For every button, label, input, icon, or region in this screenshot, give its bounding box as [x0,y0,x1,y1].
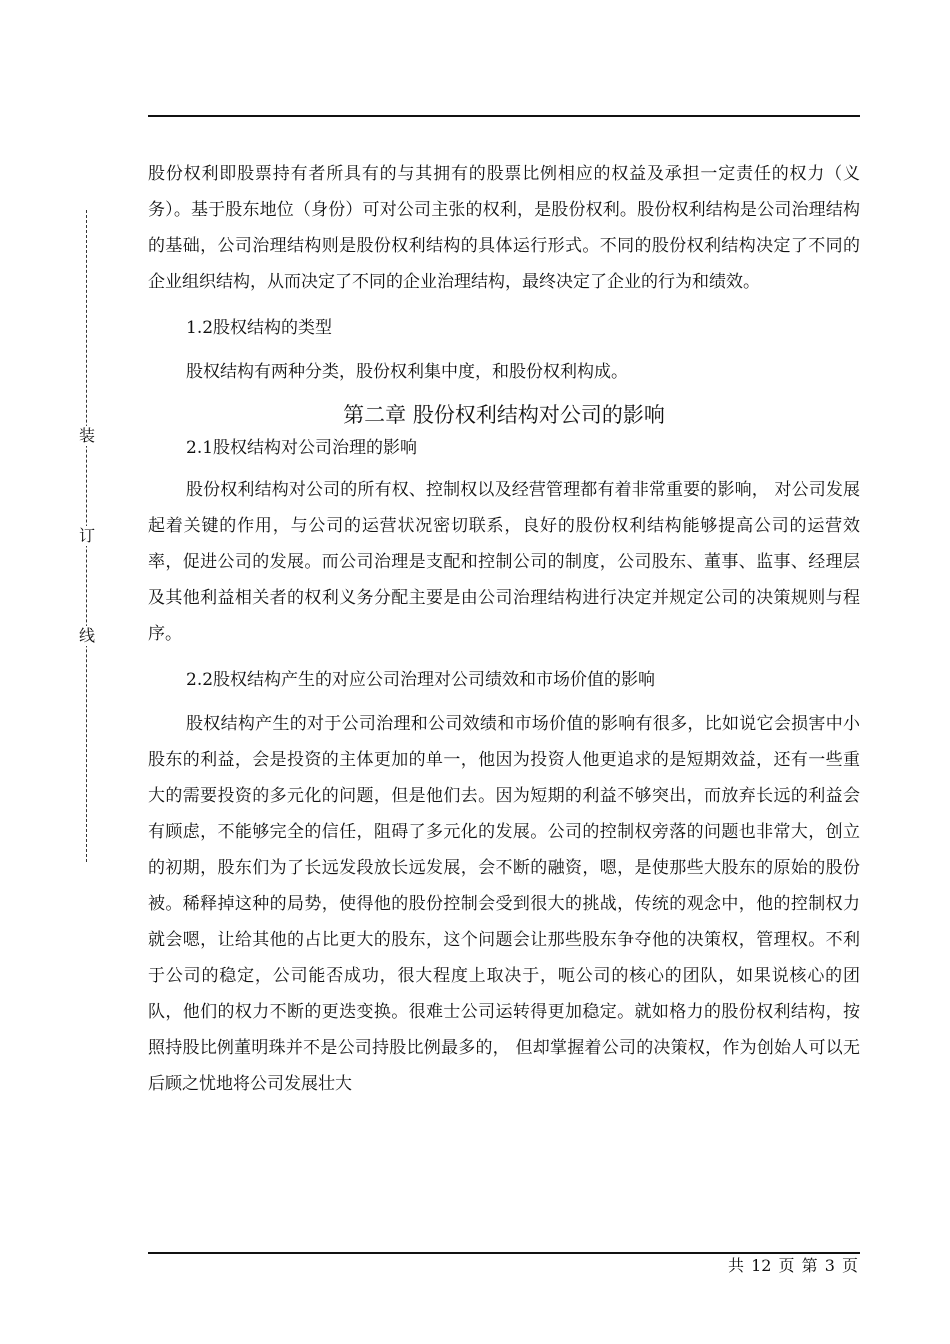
binding-char-ding: 订 [78,526,95,545]
document-body [148,156,860,1102]
section-heading-1-2: 1.2股权结构的类型 [186,318,333,338]
paragraph-2: 股权结构有两种分类，股份权利集中度，和股份权利构成。 [186,362,628,382]
paragraph-3: 股份权利结构对公司的所有权、控制权以及经营管理都有着非常重要的影响， 对公司发展起着关键的作用，与公司的运营状况密切联系，良好的股份权利结构能够提高公司的运营效率，促进公司的发展。而公司治理是支配和控制公司的制度，公司股东、董事、监事、经理层及其他利益相关者的权利义务分配主要是由公司治理结构进行决定并规定公司的决策规则与程序。 [148,480,860,644]
binding-char-zhuang: 装 [78,426,95,445]
paragraph-4: 股权结构产生的对于公司治理和公司效绩和市场价值的影响有很多，比如说它会损害中小股东的利益，会是投资的主体更加的单一，他因为投资人他更追求的是短期效益，还有一些重大的需要投资的多元化的问题，但是他们去。因为短期的利益不够突出，而放弃长远的利益会有顾虑，不能够完全的信任，阻碍了多元化的发展。公司的控制权旁落的问题也非常大，创立的初期，股东们为了长远发段放长远发展，会不断的融资，嗯，是使那些大股东的原始的股份被。稀释掉这种的局势，使得他的股份控制会受到很大的挑战，传统的观念中，他的控制权力就会嗯，让给其他的占比更大的股东，这个问题会让那些股东争夺他的决策权，管理权。不利于公司的稳定，公司能否成功，很大程度上取决于，呃公司的核心的团队，如果说核心的团队，他们的权力不断的更迭变换。很难士公司运转得更加稳定。就如格力的股份权利结构，按照持股比例董明珠并不是公司持股比例最多的， 但却掌握着公司的决策权，作为创始人可以无后顾之忧地将公司发展壮大 [148,714,860,1094]
paragraph-1: 股份权利即股票持有者所具有的与其拥有的股票比例相应的权益及承担一定责任的权力（义务）。基于股东地位（身份）可对公司主张的权利，是股份权利。股份权利结构是公司治理结构的基础，公司治理结构则是股份权利结构的具体运行形式。不同的股份权利结构决定了不同的企业组织结构，从而决定了不同的企业治理结构，最终决定了企业的行为和绩效。 [148,164,860,292]
page-counter: 共 12 页 第 3 页 [728,1256,858,1275]
binding-char-xian: 线 [78,626,95,645]
section-heading-2-2: 2.2股权结构产生的对应公司治理对公司绩效和市场价值的影响 [186,670,656,690]
chapter-title: 第二章 股份权利结构对公司的影响 [343,403,665,427]
header-rule [148,115,860,117]
section-heading-2-1: 2.1股权结构对公司治理的影响 [186,438,418,458]
